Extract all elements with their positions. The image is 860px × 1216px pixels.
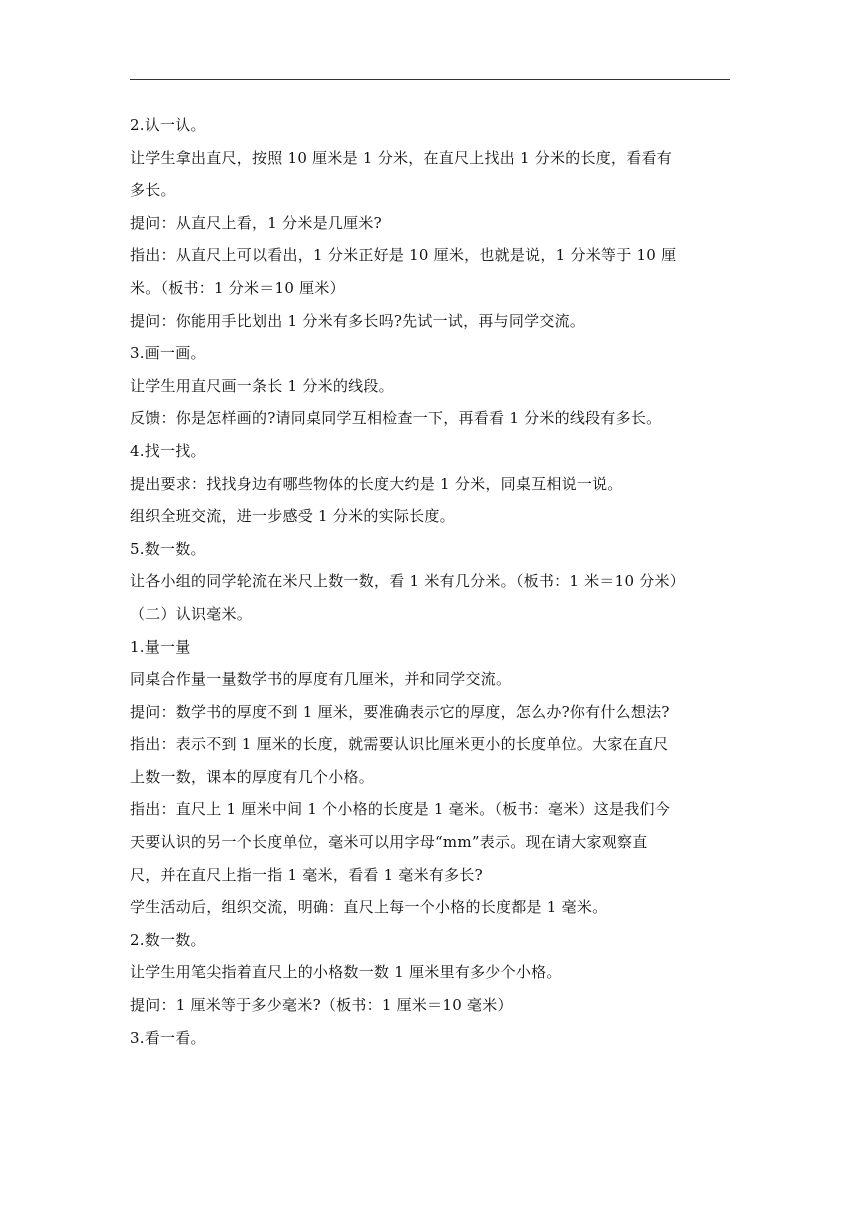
header-rule: [130, 79, 730, 80]
paragraph-line: 让各小组的同学轮流在米尺上数一数，看 1 米有几分米。（板书：1 米＝10 分米）: [130, 572, 685, 591]
paragraph-line: 上数一数，课本的厚度有几个小格。: [130, 767, 375, 786]
paragraph-line: 同桌合作量一量数学书的厚度有几厘米，并和同学交流。: [130, 670, 512, 689]
paragraph-line: 让学生用笔尖指着直尺上的小格数一数 1 厘米里有多少个小格。: [130, 963, 562, 982]
paragraph-line: 多长。: [130, 181, 176, 200]
paragraph-line: 提出要求：找找身边有哪些物体的长度大约是 1 分米，同桌互相说一说。: [130, 474, 623, 493]
paragraph-line: 提问：你能用手比划出 1 分米有多长吗?先试一试，再与同学交流。: [130, 311, 586, 330]
section-heading-recognize: 2.认一认。: [130, 116, 206, 134]
paragraph-line: 米。（板书：1 分米＝10 厘米）: [130, 278, 345, 297]
document-body: [130, 109, 735, 1054]
section-heading-find: 4.找一找。: [130, 441, 206, 460]
paragraph-line: 让学生用直尺画一条长 1 分米的线段。: [130, 376, 394, 395]
paragraph-line: 尺，并在直尺上指一指 1 毫米，看看 1 毫米有多长?: [130, 865, 483, 884]
section-heading-measure: 1.量一量: [130, 637, 191, 656]
paragraph-line: 天要认识的另一个长度单位，毫米可以用字母“mm”表示。现在请大家观察直: [130, 833, 648, 852]
section-heading-count: 5.数一数。: [130, 539, 206, 558]
paragraph-line: 提问：1 厘米等于多少毫米?（板书：1 厘米＝10 毫米）: [130, 996, 513, 1015]
section-heading-count-2: 2.数一数。: [130, 930, 206, 949]
paragraph-line: 指出：直尺上 1 厘米中间 1 个小格的长度是 1 毫米。（板书：毫米）这是我们今: [130, 800, 670, 819]
section-heading-millimeter: （二）认识毫米。: [130, 604, 253, 623]
paragraph-line: 指出：表示不到 1 厘米的长度，就需要认识比厘米更小的长度单位。大家在直尺: [130, 735, 669, 754]
paragraph-line: 组织全班交流，进一步感受 1 分米的实际长度。: [130, 507, 455, 526]
paragraph-line: 让学生拿出直尺，按照 10 厘米是 1 分米，在直尺上找出 1 分米的长度，看看有: [130, 148, 673, 167]
section-heading-look: 3.看一看。: [130, 1028, 206, 1047]
paragraph-line: 提问：数学书的厚度不到 1 厘米，要准确表示它的厚度，怎么办?你有什么想法?: [130, 702, 670, 721]
paragraph-line: 学生活动后，组织交流，明确：直尺上每一个小格的长度都是 1 毫米。: [130, 898, 608, 917]
paragraph-line: 反馈：你是怎样画的?请同桌同学互相检查一下，再看看 1 分米的线段有多长。: [130, 409, 662, 428]
section-heading-draw: 3.画一画。: [130, 344, 206, 363]
paragraph-line: 指出：从直尺上可以看出，1 分米正好是 10 厘米，也就是说，1 分米等于 10 厘: [130, 246, 677, 265]
paragraph-line: 提问：从直尺上看，1 分米是几厘米?: [130, 213, 382, 232]
